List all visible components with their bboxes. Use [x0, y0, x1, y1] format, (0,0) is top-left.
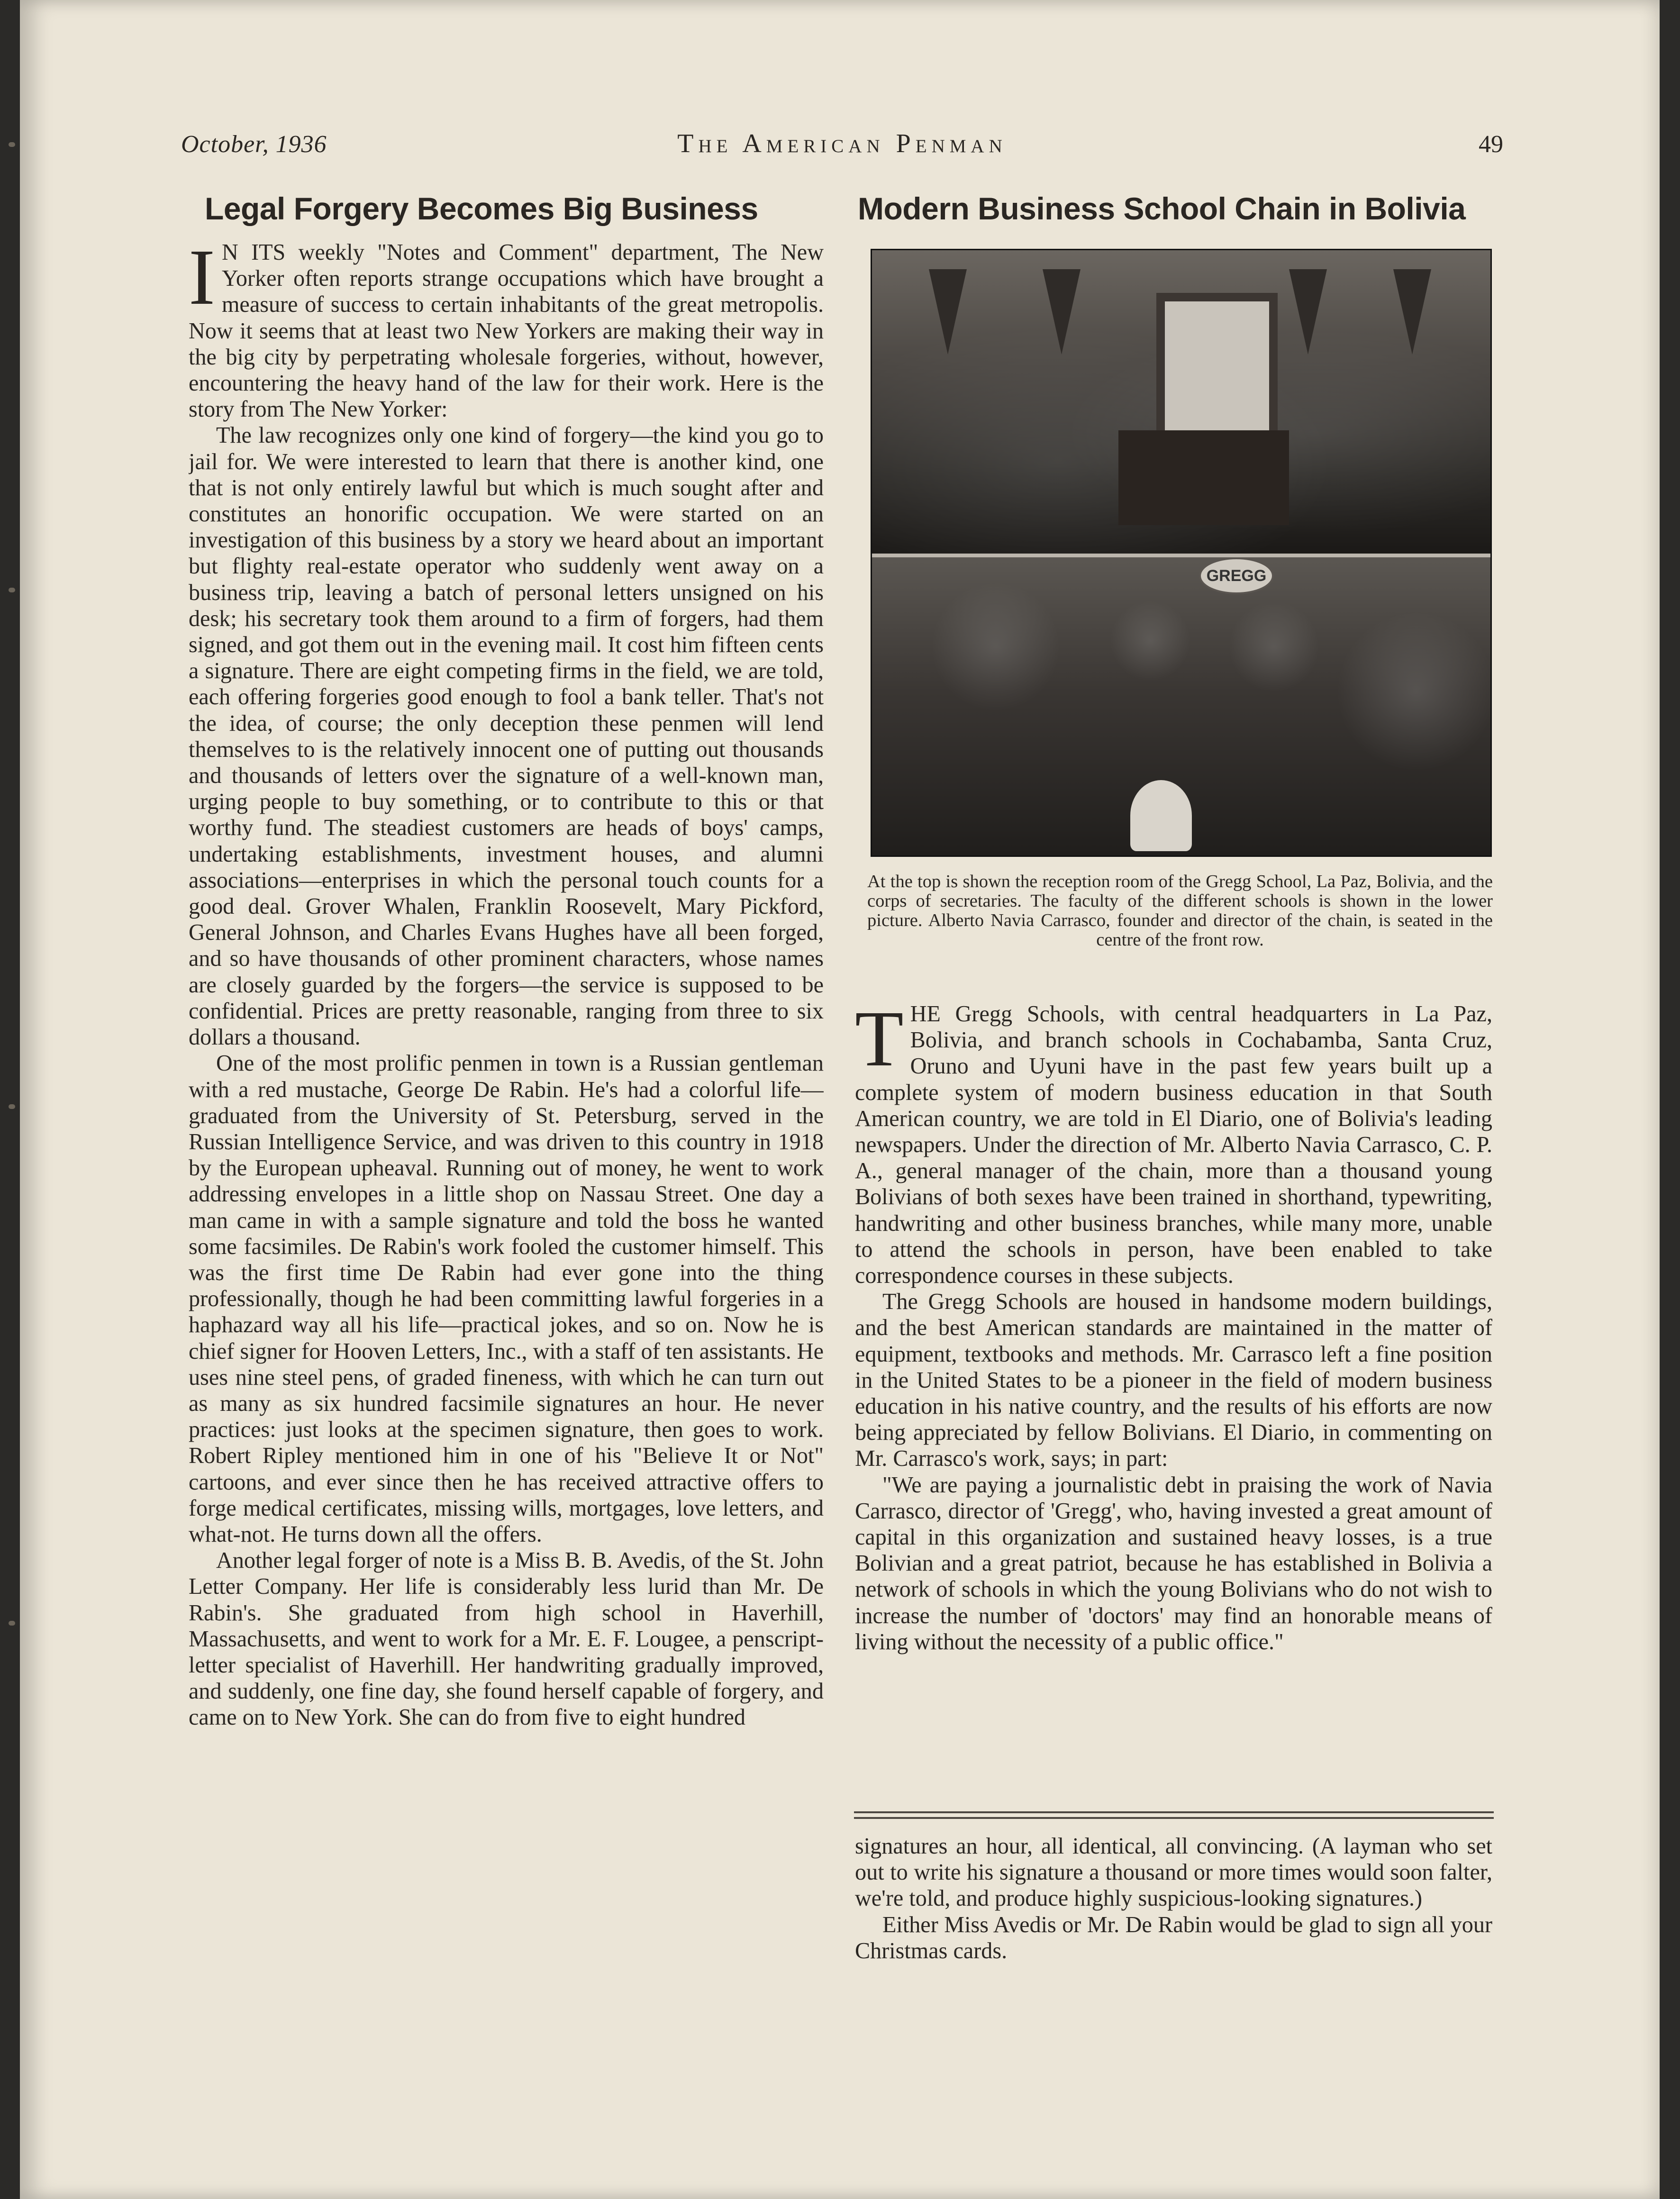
right-article-title: Modern Business School Chain in Bolivia — [858, 191, 1466, 226]
reception-room-photo — [872, 250, 1490, 554]
right-paragraph-2: The Gregg Schools are housed in handsome modern buildings, and the best American standards are maintained in the matter of equipment, textbooks and methods. Mr. Carrasco left a fine position in the United States to be a pioneer in the field of modern business education in his native country, and the results of his efforts are now being appreciated by fellow Bolivians. El Diario, in commenting on Mr. Carrasco's work, says; in part: — [855, 1289, 1492, 1472]
left-article-title: Legal Forgery Becomes Big Business — [205, 191, 758, 226]
left-paragraph-1: I N ITS weekly "Notes and Comment" department, The New Yorker often reports strange occupations which have brought a measure of success to certain inhabitants of the great metropolis. Now it seems that at least two New Yorkers are making their way in the big city by perpetrating wholesale forgeries, without, however, encountering the heavy hand of the law for their work. Here is the story from The New Yorker: — [189, 239, 824, 422]
school-photograph — [871, 249, 1492, 857]
child-figure — [1130, 780, 1192, 851]
gutter-mark — [9, 1621, 15, 1626]
continuation-paragraph-1: signatures an hour, all identical, all convincing. (A layman who set out to write his signature a thousand or more times would soon falter, we're told, and produce highly suspicious-looking signatures.) — [855, 1834, 1492, 1911]
running-head — [181, 130, 1503, 168]
photo-caption: At the top is shown the reception room of the Gregg School, La Paz, Bolivia, and the corps of secretaries. The faculty of the different schools is shown in the lower picture. Alberto Navia Carrasco, founder and director of the chain, is seated in the centre of the front row. — [867, 872, 1493, 950]
drop-cap: I — [189, 239, 215, 321]
continuation-paragraph-2: Either Miss Avedis or Mr. De Rabin would be glad to sign all your Christmas cards. — [855, 1912, 1492, 1963]
doorway — [1156, 293, 1278, 452]
drop-cap: T — [855, 1001, 904, 1083]
left-paragraph-3: One of the most prolific penmen in town is a Russian gentleman with a red mustache, George De Rabin. He's had a colorful life—graduated from the University of St. Petersburg, served in the Russian Intelligence Service, and was driven to this country in 1918 by the European upheaval. Running out of money, he went to work addressing envelopes in a little shop on Nassau Street. One day a man came in with a sample signature and told the boss he wanted some facsimiles. De Rabin's work fooled the customer himself. This was the first time De Rabin had ever gone into the thing professionally, though he had been committing lawful forgeries in a haphazard way all his life—practical jokes, and so on. Now he is chief signer for Hooven Letters, Inc., with a staff of ten assistants. He uses nine steel pens, of graded fineness, with which he can turn out as many as six hundred facsimile signatures an hour. He never practices: just looks at the specimen signature, then goes to work. Robert Ripley mentioned him in one of his "Believe It or Not" cartoons, and ever since then he has received attractive offers to forge medical certificates, missing wills, mortgages, love letters, and what-not. He turns down all the offers. — [189, 1051, 824, 1547]
section-rule — [854, 1817, 1494, 1819]
gregg-sign: GREGG — [1199, 557, 1274, 594]
pennant-icon — [1043, 269, 1081, 354]
page-number: 49 — [1479, 131, 1503, 158]
right-paragraph-3: "We are paying a journalistic debt in praising the work of Navia Carrasco, director of 'Gregg', who, having invested a great amount of capital in this organization and sustained heavy losses, is a true Bolivian and a great patriot, because he has established in Bolivia a network of schools in which the young Bolivians who do not wish to increase the number of 'doctors' may find an honorable means of living without the necessity of a public office." — [855, 1472, 1492, 1654]
magazine-page — [20, 0, 1660, 2199]
left-paragraph-2: The law recognizes only one kind of forgery—the kind you go to jail for. We were interested to learn that there is another kind, one that is not only entirely lawful but which is much sought after and constitutes an honorific occupation. We were started on an investigation of this business by a story we heard about an important but flighty real-estate operator who suddenly went away on a business trip, leaving a batch of personal letters unsigned on his desk; his secretary took them around to a firm of forgers, had them signed, and got them out in the evening mail. It cost him fifteen cents a signature. There are eight competing firms in the field, we are told, each offering forgeries good enough to fool a bank teller. That's not the idea, of course; the only deception these penmen will lend themselves to is the relatively innocent one of putting out thousands and thousands of letters over the signature of a well-known man, urging people to buy something, or to contribute to this or that worthy fund. The steadiest customers are heads of boys' camps, undertaking establishments, investment houses, and alumni associations—enterprises in which the personal touch counts for a good deal. Grover Whalen, Franklin Roosevelt, Mary Pickford, General Johnson, and Charles Evans Hughes have all been forged, and so have thousands of other prominent characters, whose names are closely guarded by the forgers—the service is supposed to be confidential. Prices are pretty reasonable, ranging from three to six dollars a thousand. — [189, 423, 824, 1050]
left-article-body — [189, 239, 824, 2007]
gutter-mark — [9, 142, 15, 147]
magazine-title: The American Penman — [677, 129, 1007, 158]
faculty-group-photo — [872, 557, 1490, 855]
gutter-mark — [9, 1104, 15, 1109]
desk — [1118, 430, 1289, 525]
pennant-icon — [1393, 269, 1431, 354]
right-paragraph-1: THE Gregg Schools, with central headquarters in La Paz, Bolivia, and branch schools in Cochabamba, Santa Cruz, Oruno and Uyuni have in the past few years built up a complete system of modern business education in that South American country, we are told in El Diario, one of Bolivia's leading newspapers. Under the direction of Mr. Alberto Navia Carrasco, C. P. A., general manager of the chain, more than a thousand young Bolivians of both sexes have been trained in shorthand, typewriting, handwriting and other business branches, while many more, unable to attend the schools in person, have been enabled to take correspondence courses in these subjects. — [855, 1001, 1492, 1289]
photo-divider — [872, 554, 1490, 557]
issue-date: October, 1936 — [181, 131, 327, 158]
section-rule — [854, 1811, 1494, 1813]
left-article-continuation — [855, 1833, 1492, 2013]
pennant-icon — [1289, 269, 1327, 354]
right-article-body — [855, 1001, 1492, 1792]
gutter-mark — [9, 588, 15, 592]
left-paragraph-4: Another legal forger of note is a Miss B. B. Avedis, of the St. John Letter Company. Her life is considerably less lurid than Mr. De Rabin's. She graduated from high school in Haverhill, Massachusetts, and went to work for a Mr. E. F. Lougee, a penscript-letter specialist of Haverhill. Her handwriting gradually improved, and suddenly, one fine day, she found herself capable of forgery, and came on to New York. She can do from five to eight hundred — [189, 1548, 824, 1730]
pennant-icon — [929, 269, 967, 354]
